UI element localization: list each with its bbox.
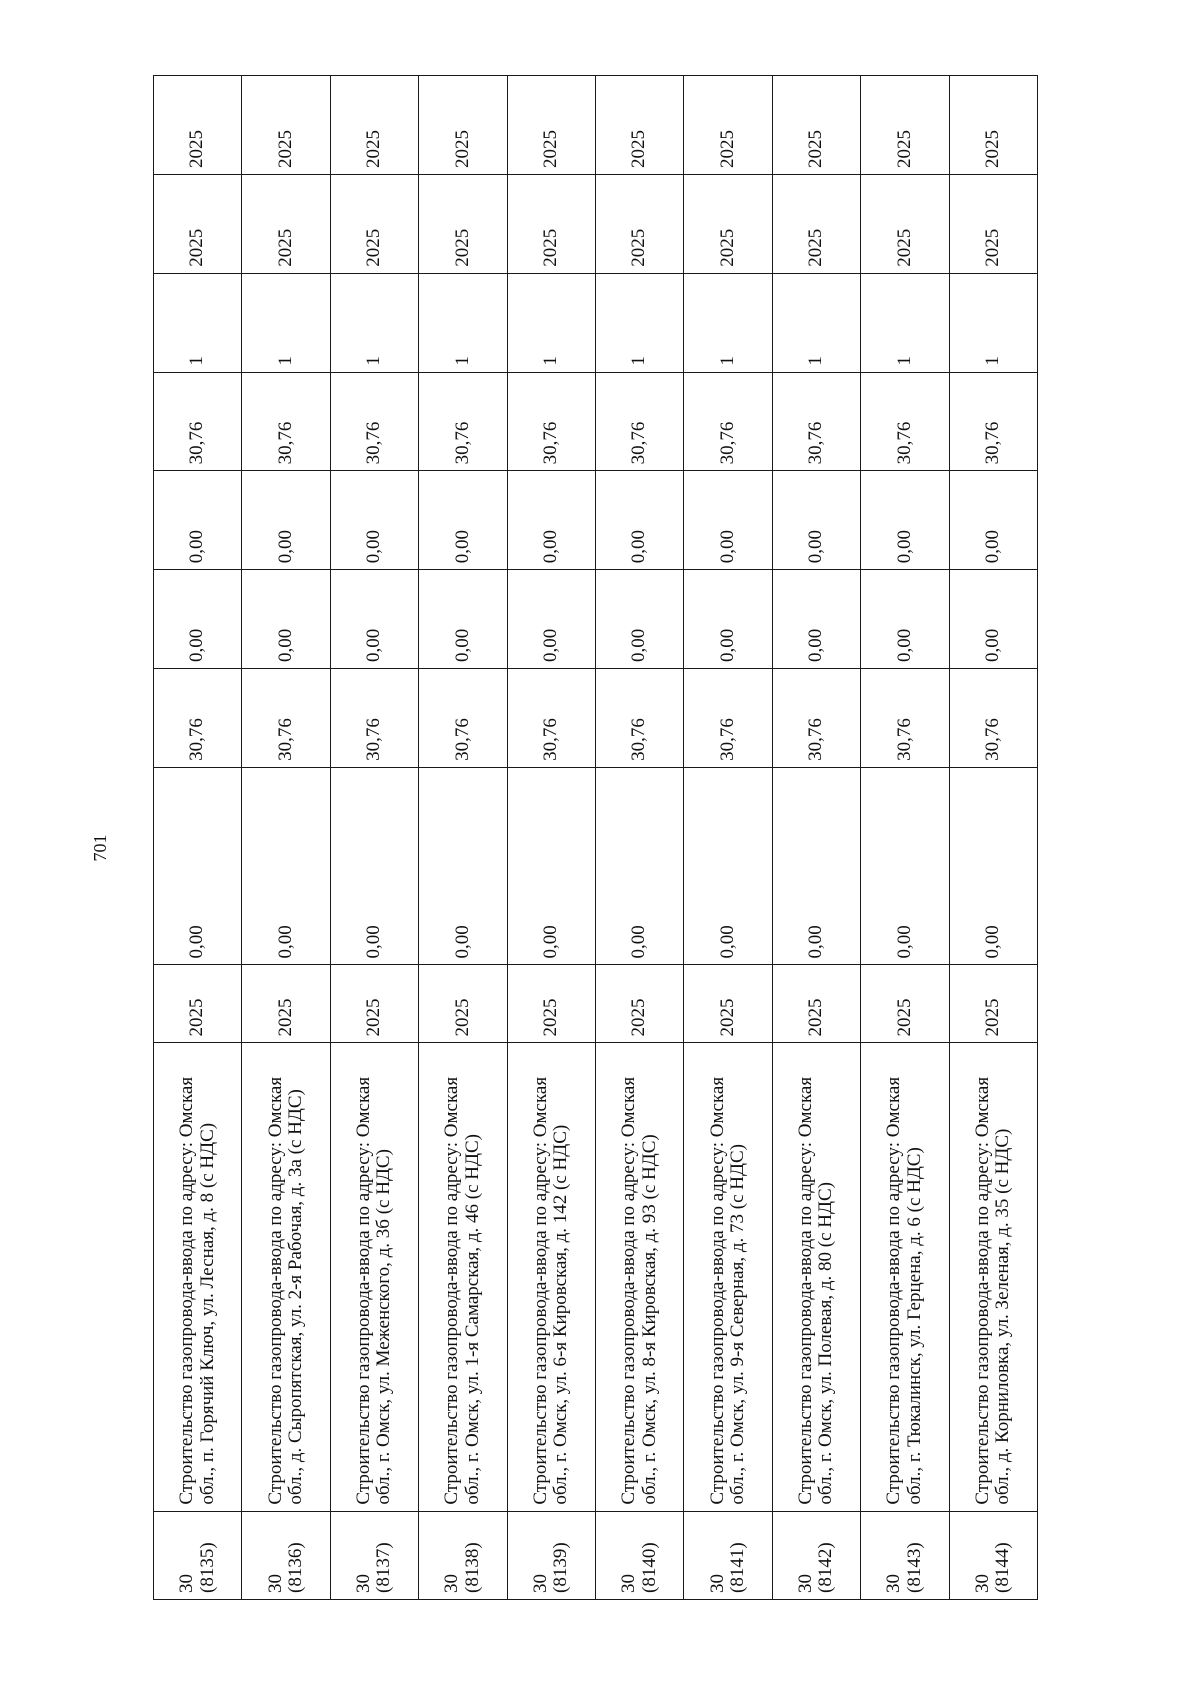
description-cell: Строительство газопровода-ввода по адресу: Омская обл., г. Омск, ул. Меженского, д. 3б (с НДС) [330,1043,418,1511]
start-year-cell: 2025 [949,174,1037,273]
value-cell-2: 30,76 [772,669,860,768]
value-cell-1: 0,00 [154,767,242,965]
quantity-cell: 1 [242,273,330,372]
value-cell-5: 30,76 [330,372,418,471]
row-number-cell [242,1511,330,1599]
row-code: (8144) [992,1542,1014,1593]
value-cell-4: 0,00 [595,471,683,570]
quantity-cell: 1 [330,273,418,372]
row-number: 30 [176,1574,198,1593]
year-cell: 2025 [419,965,507,1043]
value-cell-1: 0,00 [861,767,949,965]
value-cell-5: 30,76 [861,372,949,471]
value-cell-2: 30,76 [861,669,949,768]
year-cell: 2025 [772,965,860,1043]
value-cell-5: 30,76 [242,372,330,471]
value-cell-2: 30,76 [242,669,330,768]
row-number-cell [419,1511,507,1599]
start-year-cell: 2025 [684,174,772,273]
start-year-cell: 2025 [330,174,418,273]
value-cell-2: 30,76 [949,669,1037,768]
year-cell: 2025 [242,965,330,1043]
year-cell: 2025 [861,965,949,1043]
value-cell-4: 0,00 [684,471,772,570]
row-number-cell [861,1511,949,1599]
row-code: (8135) [196,1542,218,1593]
end-year-cell: 2025 [242,76,330,175]
value-cell-2: 30,76 [154,669,242,768]
description-cell: Строительство газопровода-ввода по адресу: Омская обл., г. Омск, ул. Полевая, д. 80 (с НДС) [772,1043,860,1511]
quantity-cell: 1 [154,273,242,372]
value-cell-2: 30,76 [330,669,418,768]
value-cell-3: 0,00 [507,570,595,669]
row-code: (8141) [727,1542,749,1593]
value-cell-1: 0,00 [330,767,418,965]
table-row [419,76,507,1600]
value-cell-3: 0,00 [330,570,418,669]
value-cell-3: 0,00 [861,570,949,669]
table-row [949,76,1037,1600]
row-number-cell [949,1511,1037,1599]
start-year-cell: 2025 [861,174,949,273]
table-row [684,76,772,1600]
value-cell-5: 30,76 [419,372,507,471]
value-cell-3: 0,00 [419,570,507,669]
row-number-cell [772,1511,860,1599]
value-cell-1: 0,00 [242,767,330,965]
description-cell: Строительство газопровода-ввода по адресу: Омская обл., г. Омск, ул. 8-я Кировская, д. 93 (с НДС) [595,1043,683,1511]
value-cell-3: 0,00 [242,570,330,669]
start-year-cell: 2025 [154,174,242,273]
start-year-cell: 2025 [595,174,683,273]
description-cell: Строительство газопровода-ввода по адресу: Омская обл., г. Омск, ул. 1-я Самарская, д. 46 (с НДС) [419,1043,507,1511]
description-cell: Строительство газопровода-ввода по адресу: Омская обл., г. Омск, ул. 6-я Кировская, д. 142 (с НДС) [507,1043,595,1511]
row-code: (8137) [373,1542,395,1593]
start-year-cell: 2025 [242,174,330,273]
start-year-cell: 2025 [419,174,507,273]
description-cell: Строительство газопровода-ввода по адресу: Омская обл., г. Тюкалинск, ул. Герцена, д. 6 (с НДС) [861,1043,949,1511]
end-year-cell: 2025 [507,76,595,175]
row-number-cell [684,1511,772,1599]
value-cell-1: 0,00 [949,767,1037,965]
table-body [154,76,1038,1600]
row-number: 30 [352,1574,374,1593]
row-number: 30 [529,1574,551,1593]
value-cell-4: 0,00 [507,471,595,570]
value-cell-4: 0,00 [330,471,418,570]
end-year-cell: 2025 [419,76,507,175]
row-number: 30 [883,1574,905,1593]
year-cell: 2025 [330,965,418,1043]
value-cell-5: 30,76 [507,372,595,471]
table-row [242,76,330,1600]
value-cell-2: 30,76 [507,669,595,768]
value-cell-5: 30,76 [684,372,772,471]
end-year-cell: 2025 [684,76,772,175]
table-row [330,76,418,1600]
value-cell-2: 30,76 [684,669,772,768]
row-code: (8140) [638,1542,660,1593]
table-row [595,76,683,1600]
value-cell-1: 0,00 [684,767,772,965]
value-cell-3: 0,00 [772,570,860,669]
row-code: (8139) [550,1542,572,1593]
value-cell-1: 0,00 [772,767,860,965]
value-cell-5: 30,76 [949,372,1037,471]
row-code: (8138) [461,1542,483,1593]
value-cell-4: 0,00 [154,471,242,570]
row-number-cell [154,1511,242,1599]
value-cell-5: 30,76 [595,372,683,471]
end-year-cell: 2025 [772,76,860,175]
row-number: 30 [618,1574,640,1593]
row-code: (8142) [815,1542,837,1593]
year-cell: 2025 [154,965,242,1043]
row-number: 30 [706,1574,728,1593]
start-year-cell: 2025 [507,174,595,273]
value-cell-4: 0,00 [772,471,860,570]
investment-table [153,75,1038,1600]
quantity-cell: 1 [949,273,1037,372]
table-row [154,76,242,1600]
quantity-cell: 1 [684,273,772,372]
end-year-cell: 2025 [154,76,242,175]
value-cell-5: 30,76 [154,372,242,471]
row-number: 30 [794,1574,816,1593]
value-cell-2: 30,76 [595,669,683,768]
end-year-cell: 2025 [595,76,683,175]
end-year-cell: 2025 [330,76,418,175]
value-cell-1: 0,00 [419,767,507,965]
quantity-cell: 1 [507,273,595,372]
quantity-cell: 1 [419,273,507,372]
end-year-cell: 2025 [861,76,949,175]
description-cell: Строительство газопровода-ввода по адресу: Омская обл., г. Омск, ул. 9-я Северная, д. 73 (с НДС) [684,1043,772,1511]
table-row [861,76,949,1600]
page-number: 701 [90,834,110,862]
value-cell-3: 0,00 [949,570,1037,669]
value-cell-3: 0,00 [154,570,242,669]
row-code: (8143) [903,1542,925,1593]
value-cell-2: 30,76 [419,669,507,768]
value-cell-4: 0,00 [419,471,507,570]
value-cell-4: 0,00 [242,471,330,570]
table-row [772,76,860,1600]
row-number: 30 [264,1574,286,1593]
row-number: 30 [971,1574,993,1593]
row-code: (8136) [285,1542,307,1593]
value-cell-1: 0,00 [507,767,595,965]
row-number-cell [330,1511,418,1599]
quantity-cell: 1 [861,273,949,372]
rotated-table-wrapper [153,75,1038,1600]
value-cell-3: 0,00 [684,570,772,669]
value-cell-3: 0,00 [595,570,683,669]
description-cell: Строительство газопровода-ввода по адресу: Омская обл., д. Корниловка, ул. Зеленая, д. 35 (с НДС) [949,1043,1037,1511]
year-cell: 2025 [507,965,595,1043]
start-year-cell: 2025 [772,174,860,273]
value-cell-1: 0,00 [595,767,683,965]
value-cell-5: 30,76 [772,372,860,471]
row-number: 30 [441,1574,463,1593]
year-cell: 2025 [684,965,772,1043]
quantity-cell: 1 [772,273,860,372]
row-number-cell [507,1511,595,1599]
row-number-cell [595,1511,683,1599]
description-cell: Строительство газопровода-ввода по адресу: Омская обл., д. Сыропятская, ул. 2-я Рабочая, д. 3а (с НДС) [242,1043,330,1511]
value-cell-4: 0,00 [861,471,949,570]
end-year-cell: 2025 [949,76,1037,175]
value-cell-4: 0,00 [949,471,1037,570]
year-cell: 2025 [949,965,1037,1043]
quantity-cell: 1 [595,273,683,372]
description-cell: Строительство газопровода-ввода по адресу: Омская обл., п. Горячий Ключ, ул. Лесная, д. 8 (с НДС) [154,1043,242,1511]
table-row [507,76,595,1600]
year-cell: 2025 [595,965,683,1043]
